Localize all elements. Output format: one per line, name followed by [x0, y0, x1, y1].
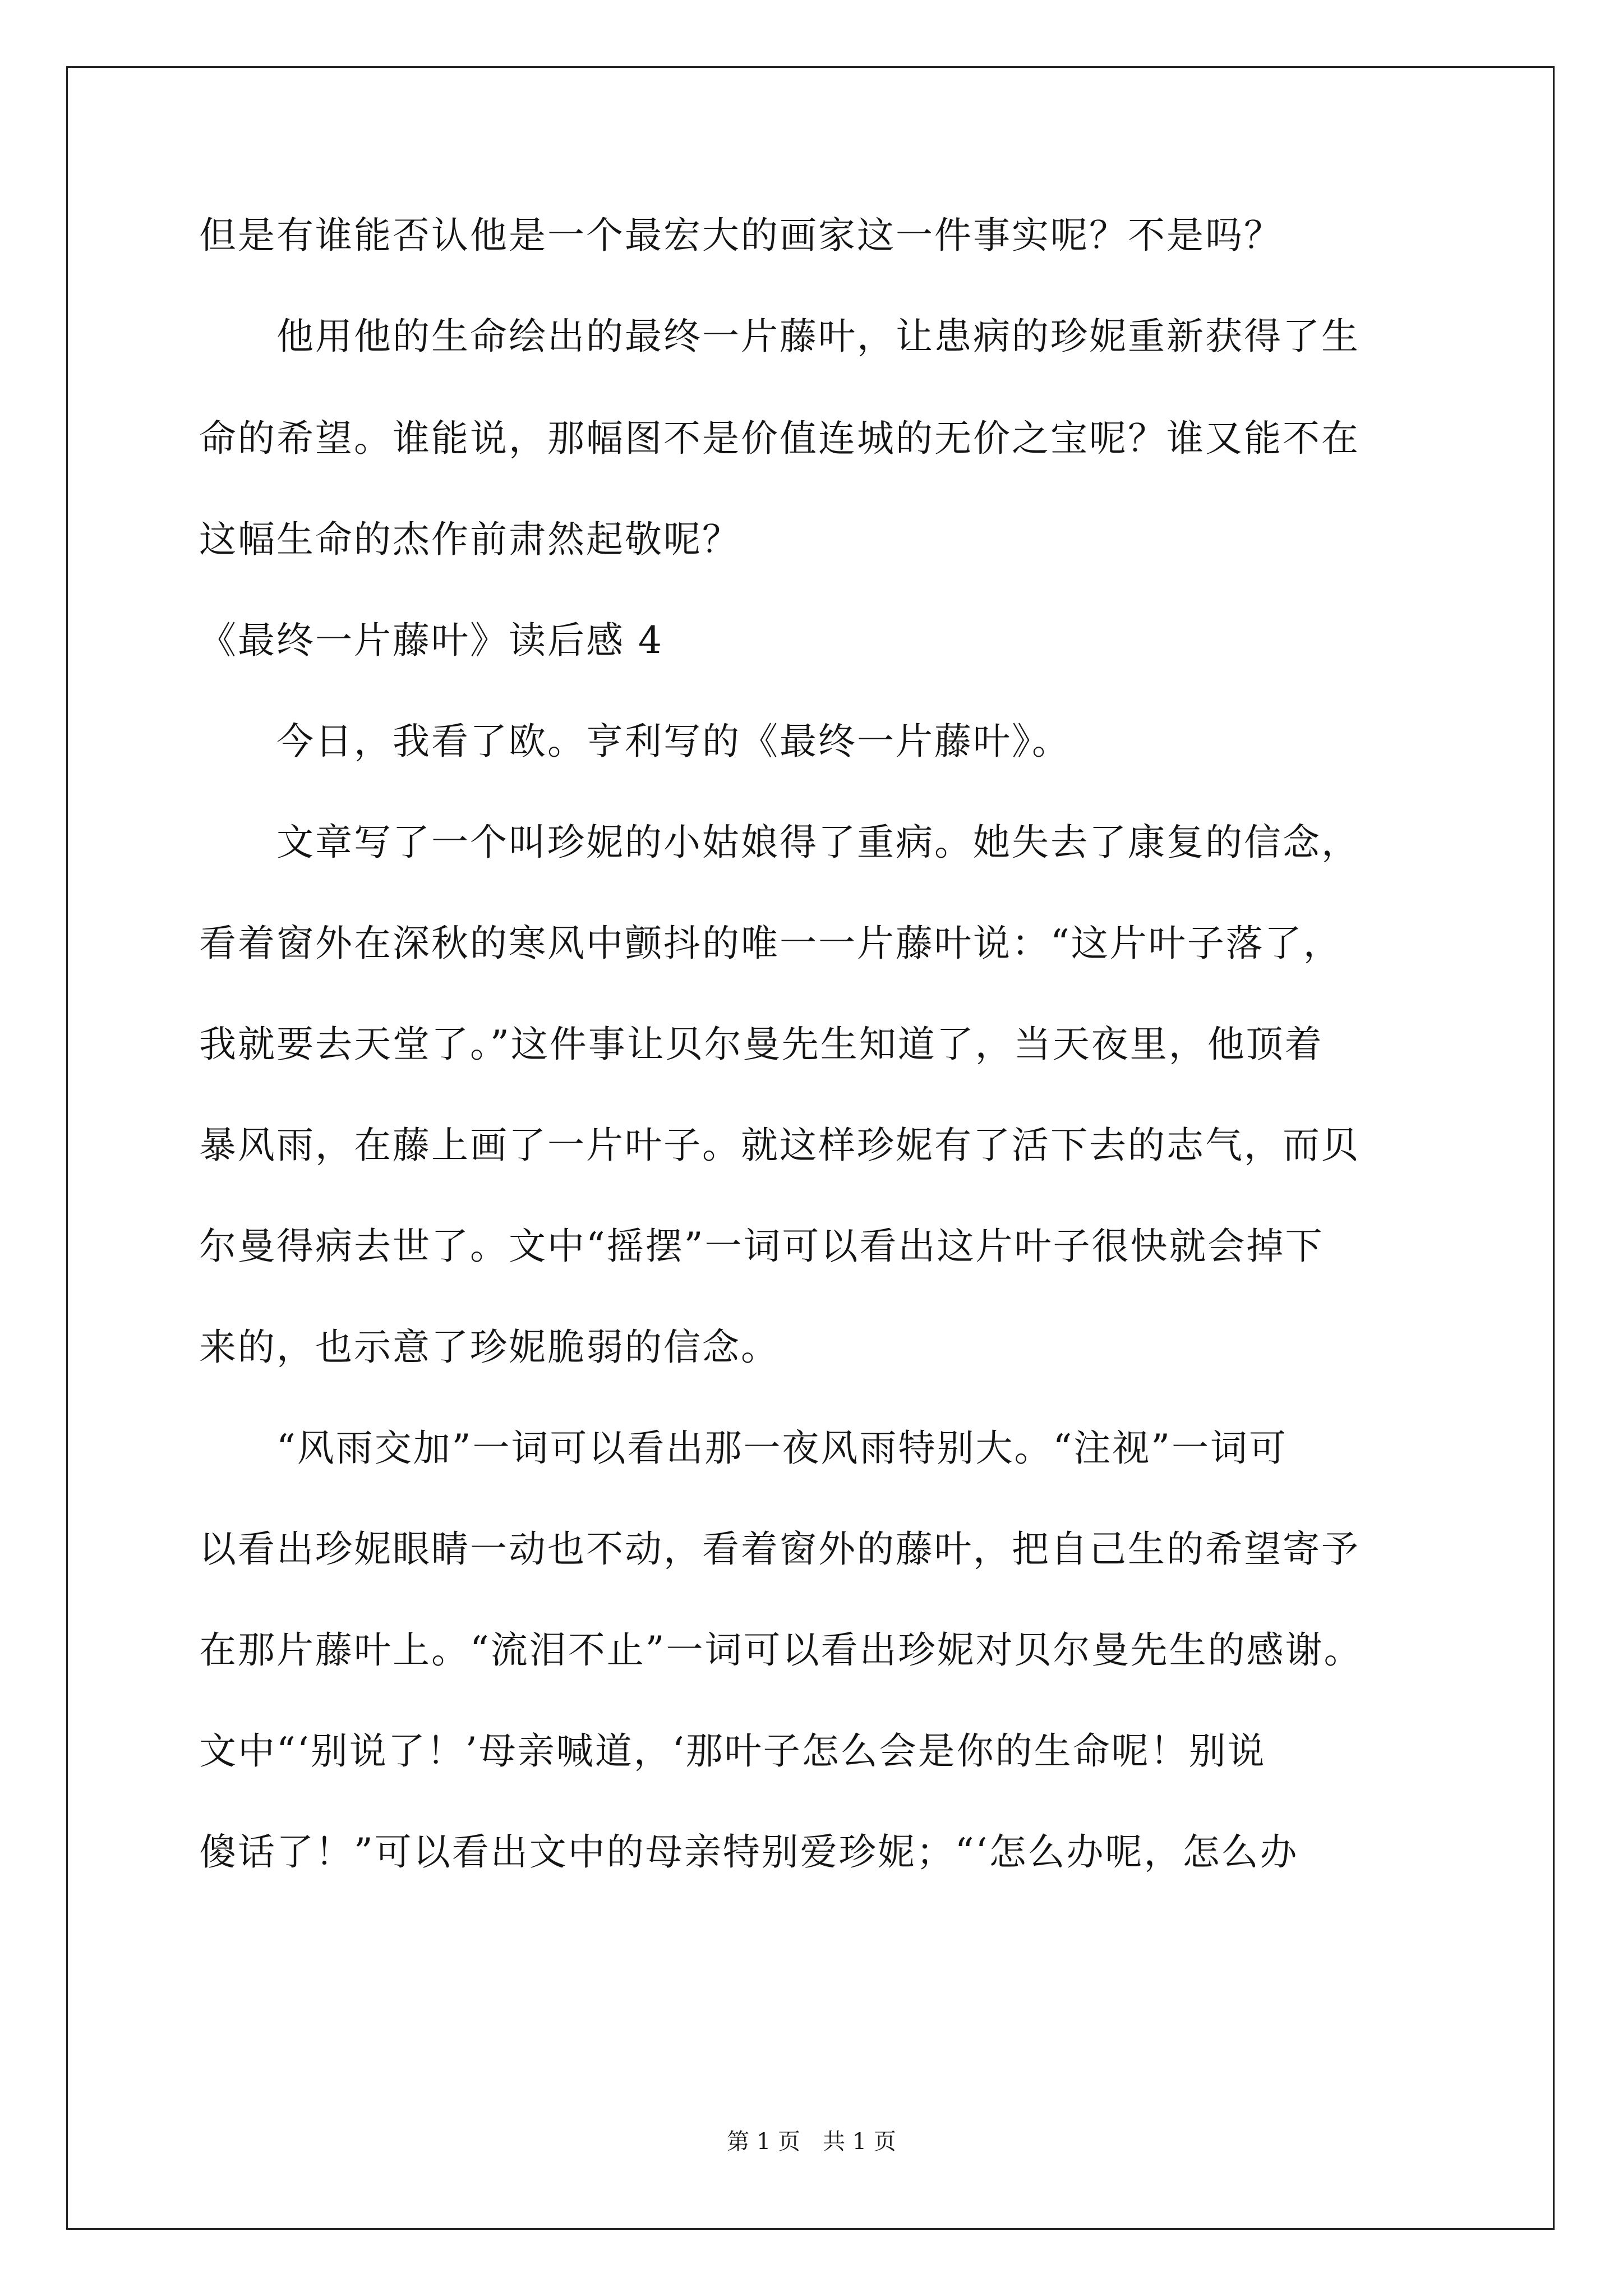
text-line-7: 文章写了一个叫珍妮的小姑娘得了重病。她失去了康复的信念，	[199, 821, 1360, 864]
text-line-4: 这幅生命的杰作前肃然起敬呢？	[199, 518, 741, 561]
text-line-14: 以看出珍妮眼睛一动也不动，看着窗外的藤叶，把自己生的希望寄予	[199, 1527, 1360, 1571]
text-line-13: “风雨交加”一词可以看出那一夜风雨特别大。“注视”一词可	[199, 1427, 1288, 1470]
text-line-17: 傻话了！”可以看出文中的母亲特别爱珍妮；“‘怎么办呢，怎么办	[199, 1830, 1299, 1874]
text-line-3: 命的希望。谁能说，那幅图不是价值连城的无价之宝呢？谁又能不在	[199, 417, 1360, 460]
text-line-16: 文中“‘别说了！’母亲喊道，‘那叶子怎么会是你的生命呢！别说	[199, 1729, 1266, 1773]
text-line-1: 但是有谁能否认他是一个最宏大的画家这一件事实呢？不是吗？	[199, 214, 1283, 257]
text-line-11: 尔曼得病去世了。文中“摇摆”一词可以看出这片叶子很快就会掉下	[199, 1225, 1324, 1268]
text-line-2: 他用他的生命绘出的最终一片藤叶，让患病的珍妮重新获得了生	[199, 315, 1360, 358]
text-line-15: 在那片藤叶上。“流泪不止”一词可以看出珍妮对贝尔曼先生的感谢。	[199, 1628, 1363, 1672]
page-number-footer: 第 1 页 共 1 页	[727, 2129, 896, 2155]
text-line-10: 暴风雨，在藤上画了一片叶子。就这样珍妮有了活下去的志气，而贝	[199, 1124, 1360, 1167]
text-line-8: 看着窗外在深秋的寒风中颤抖的唯一一片藤叶说：“这片叶子落了，	[199, 922, 1342, 965]
section-heading: 《最终一片藤叶》读后感 4	[199, 619, 663, 662]
text-line-12: 来的，也示意了珍妮脆弱的信念。	[199, 1326, 780, 1369]
text-line-9: 我就要去天堂了。”这件事让贝尔曼先生知道了，当天夜里，他顶着	[199, 1023, 1324, 1066]
text-line-6: 今日，我看了欧。亨利写的《最终一片藤叶》。	[199, 720, 1071, 763]
